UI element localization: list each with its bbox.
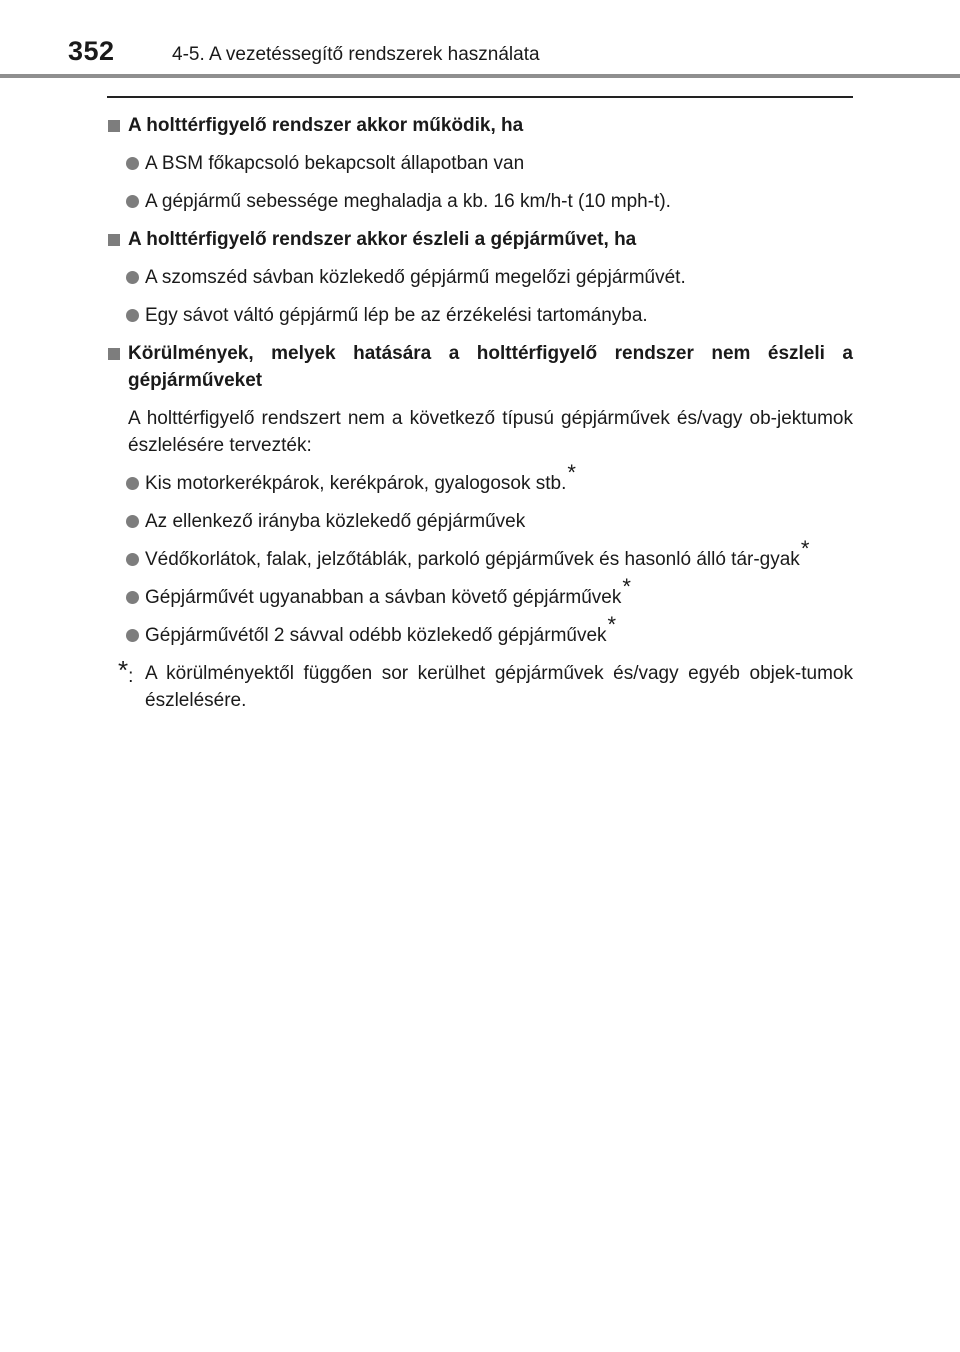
section-heading <box>107 226 853 253</box>
list-item-text: Gépjárművétől 2 sávval odébb közlekedő gépjárművek <box>145 625 607 646</box>
square-bullet-icon <box>108 348 120 360</box>
section-divider <box>107 96 853 98</box>
list-item <box>107 150 853 177</box>
circle-bullet-icon <box>126 271 139 284</box>
footnote-marker: *: <box>118 655 134 687</box>
list-item-text: Gépjárművét ugyanabban a sávban követő gépjárművek <box>145 587 622 608</box>
section-heading-text: Körülmények, melyek hatására a holttérfigyelő rendszer nem észleli a gépjárműveket <box>128 343 853 391</box>
footnote-ref: * <box>622 573 631 599</box>
list-item <box>107 188 853 215</box>
list-item <box>107 264 853 291</box>
list-item <box>107 611 853 649</box>
list-item-text: A szomszéd sávban közlekedő gépjármű megelőzi gépjárművét. <box>145 267 686 288</box>
circle-bullet-icon <box>126 629 139 642</box>
circle-bullet-icon <box>126 157 139 170</box>
circle-bullet-icon <box>126 553 139 566</box>
list-item <box>107 535 853 573</box>
section-heading <box>107 112 853 139</box>
list-item <box>107 302 853 329</box>
section-heading <box>107 340 853 394</box>
chapter-title: 4-5. A vezetéssegítő rendszerek használata <box>172 44 540 65</box>
footnote-ref: * <box>800 535 810 561</box>
square-bullet-icon <box>108 120 120 132</box>
circle-bullet-icon <box>126 309 139 322</box>
list-item-text: A gépjármű sebessége meghaladja a kb. 16 km/h-t (10 mph-t). <box>145 191 671 212</box>
page-header <box>0 0 960 80</box>
footnote-text: A körülményektől függően sor kerülhet gépjárművek és/vagy egyéb objek-tumok észlelésére. <box>145 663 853 711</box>
footnote-ref: * <box>567 459 576 485</box>
list-item <box>107 459 853 497</box>
section-heading-text: A holttérfigyelő rendszer akkor működik, ha <box>128 115 524 136</box>
list-item <box>107 573 853 611</box>
square-bullet-icon <box>108 234 120 246</box>
page-number: 352 <box>68 36 115 66</box>
section-heading-text: A holttérfigyelő rendszer akkor észleli a gépjárművet, ha <box>128 229 637 250</box>
list-item <box>107 508 853 535</box>
list-item-text: Védőkorlátok, falak, jelzőtáblák, parkoló gépjárművek és hasonló álló tár-gyak <box>145 549 800 570</box>
list-item-text: Az ellenkező irányba közlekedő gépjárművek <box>145 511 526 532</box>
page-content <box>107 112 853 714</box>
list-item-text: A BSM főkapcsoló bekapcsolt állapotban van <box>145 153 525 174</box>
circle-bullet-icon <box>126 591 139 604</box>
header-divider <box>0 74 960 78</box>
intro-paragraph: A holttérfigyelő rendszert nem a következő típusú gépjárművek és/vagy ob-jektumok észlelésére tervezték: <box>128 408 853 456</box>
footnote <box>107 655 853 714</box>
circle-bullet-icon <box>126 477 139 490</box>
circle-bullet-icon <box>126 515 139 528</box>
list-item-text: Kis motorkerékpárok, kerékpárok, gyalogosok stb. <box>145 473 567 494</box>
circle-bullet-icon <box>126 195 139 208</box>
footnote-ref: * <box>607 611 617 637</box>
list-item-text: Egy sávot váltó gépjármű lép be az érzékelési tartományba. <box>145 305 648 326</box>
